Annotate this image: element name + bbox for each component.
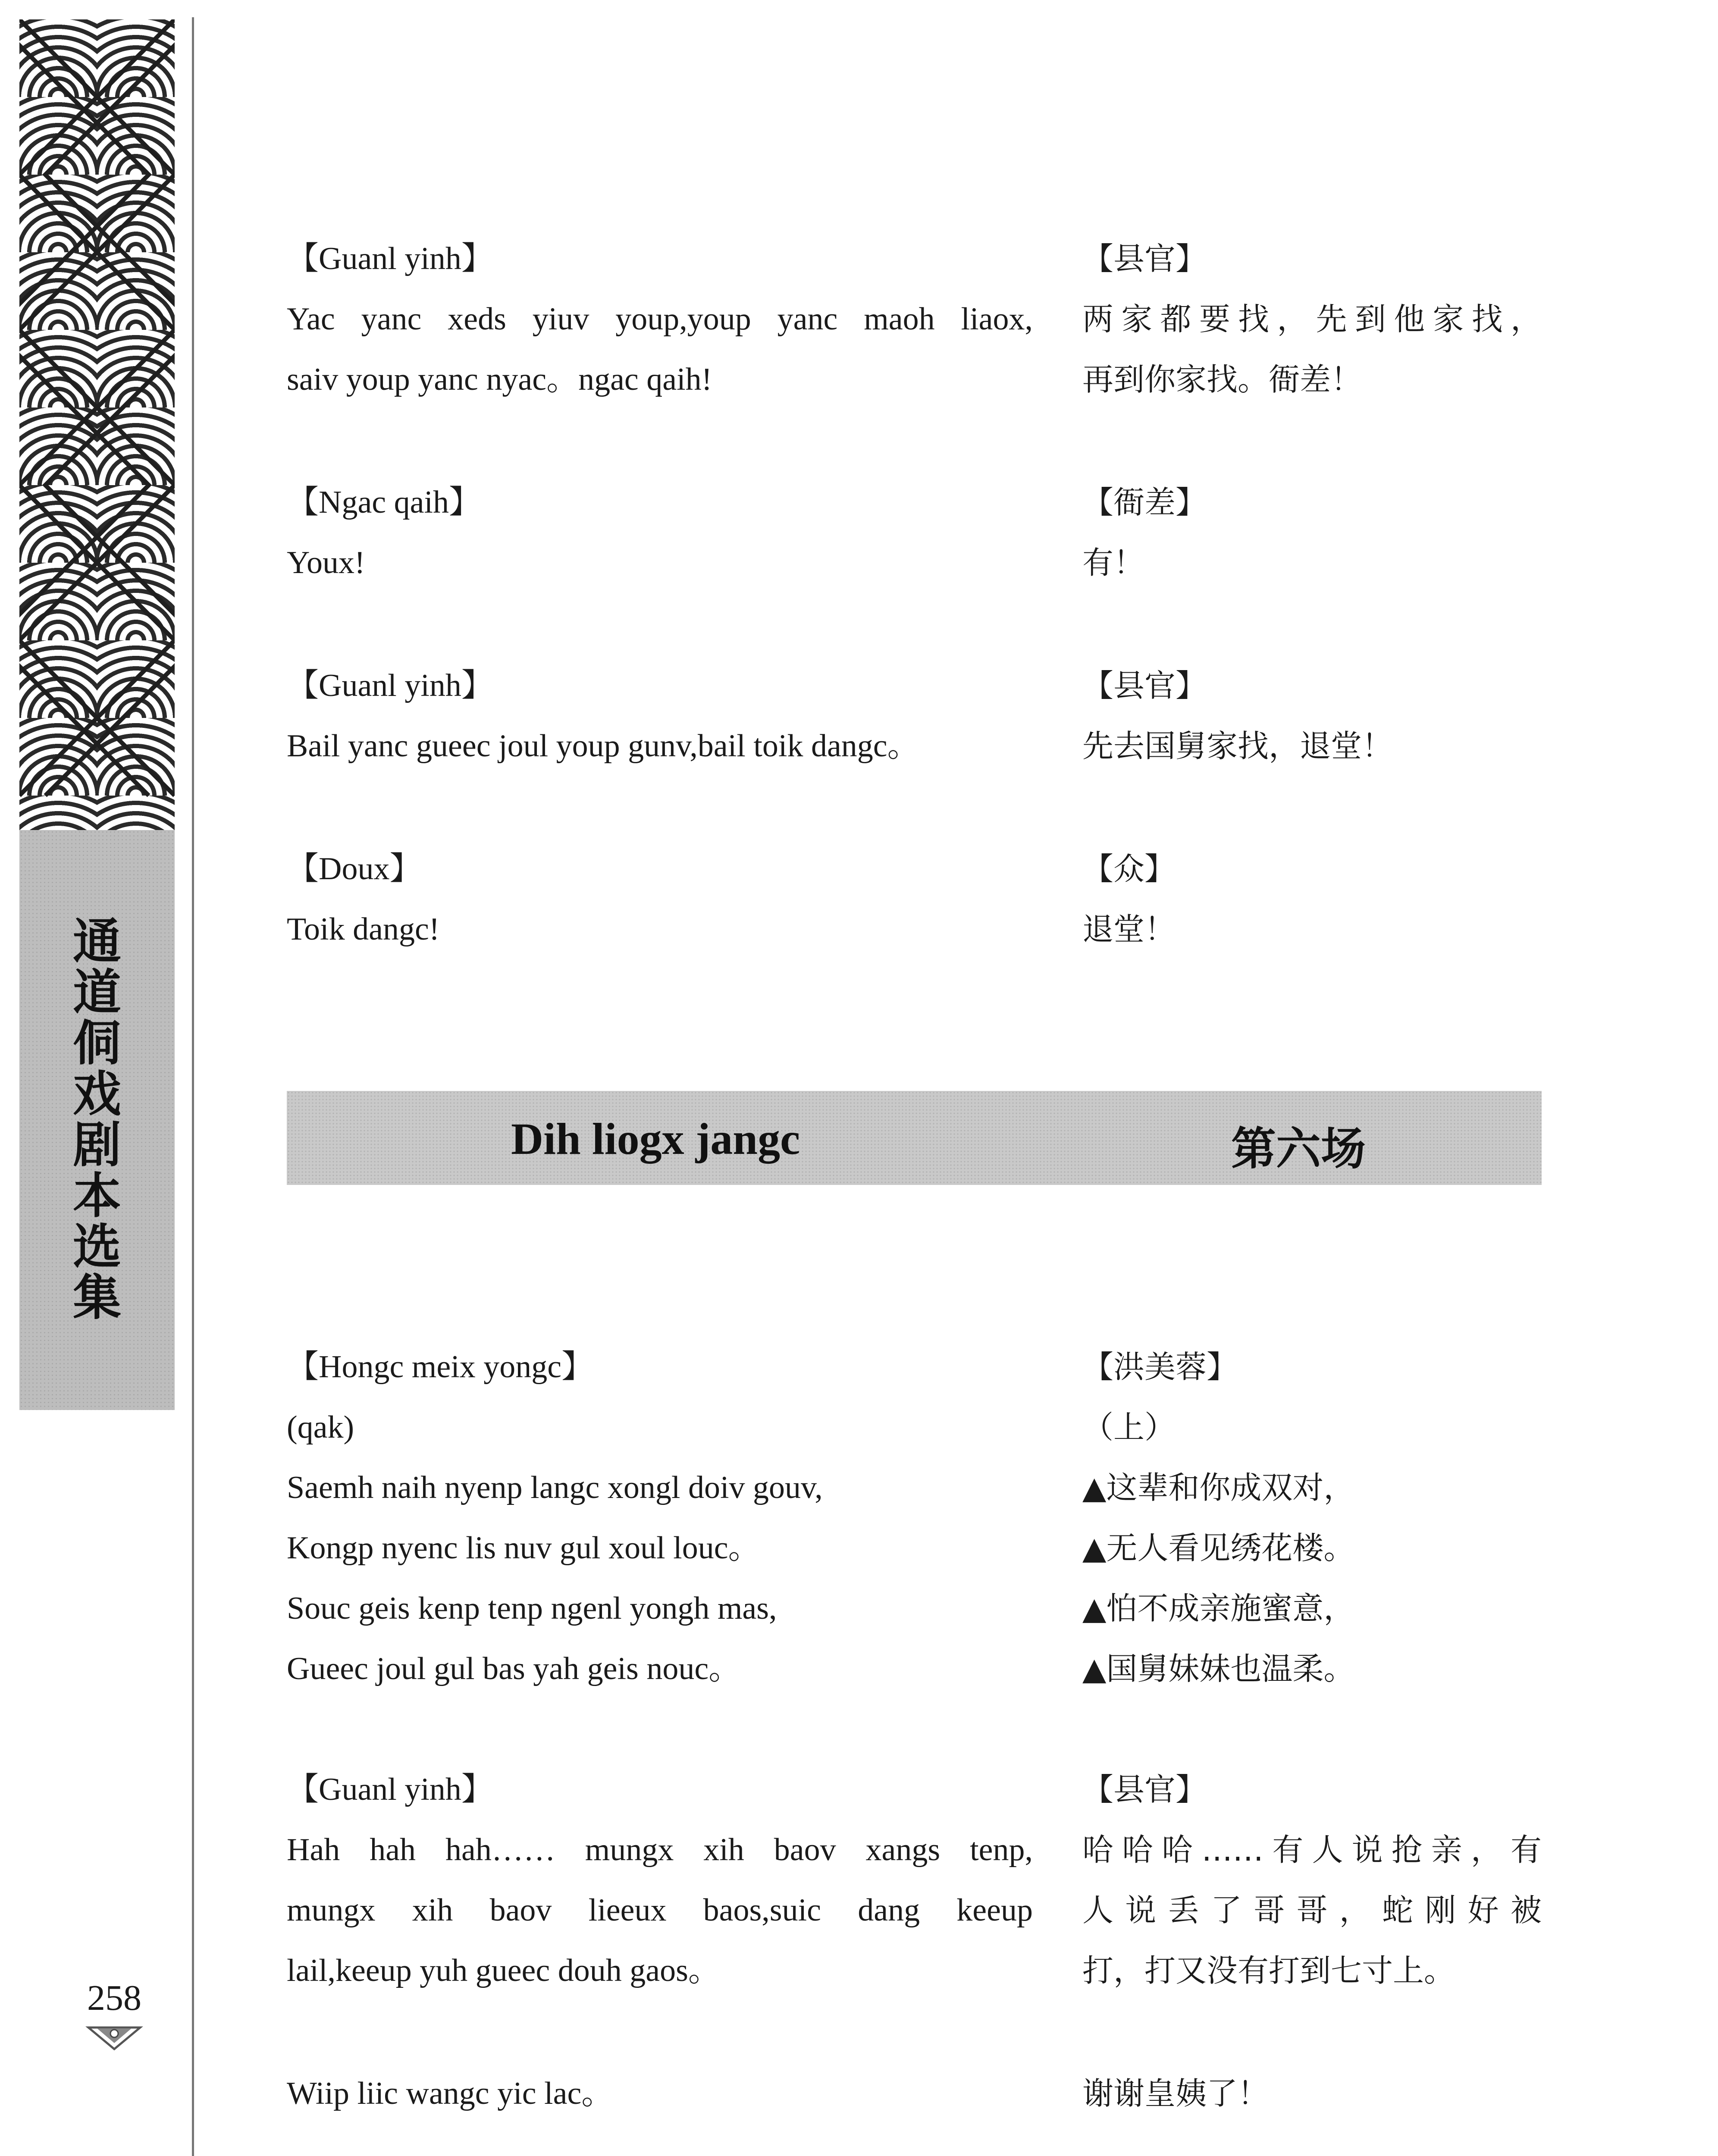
dialogue-line	[287, 349, 1542, 410]
dialogue-line	[287, 1820, 1542, 1880]
dong-text: Bail yanc gueec joul youp gunv,bail toik dangc。	[287, 728, 919, 764]
dong-text: Saemh naih nyenp langc xongl doiv gouv,	[287, 1470, 823, 1505]
dong-text: Youx!	[287, 545, 365, 580]
zh-text: 先去国舅家找，退堂！	[1082, 728, 1393, 764]
dong-text: Toik dangc!	[287, 912, 440, 947]
scene-title-dong: Dih liogx jangc	[511, 1114, 800, 1164]
dialogue-block	[287, 2063, 1542, 2124]
speaker-line	[287, 229, 1542, 289]
speaker-zh: 【衙差】	[1082, 484, 1207, 520]
verse-line	[287, 1518, 1542, 1578]
dong-text: saiv youp yanc nyac。ngac qaih!	[287, 362, 712, 397]
zh-text: 退堂！	[1082, 911, 1176, 947]
speaker-dong: 【Hongc meix yongc】	[287, 1349, 594, 1385]
dong-text: lail,keeup yuh gueec douh gaos。	[287, 1953, 720, 1988]
zh-text: ▲无人看见绣花楼。	[1082, 1530, 1355, 1566]
scene-title-zh: 第六场	[1231, 1122, 1366, 1175]
zh-text: 哈哈哈……有人说抢亲，有	[1082, 1832, 1542, 1868]
dong-text: Yac yanc xeds yiuv youp,youp yanc maoh liaox,	[287, 301, 1033, 337]
dong-text: mungx xih baov lieeux baos,suic dang keeup	[287, 1893, 1033, 1928]
speaker-zh: 【县官】	[1082, 1771, 1207, 1808]
zh-text: 两家都要找，先到他家找，	[1082, 301, 1542, 337]
dialogue-line	[287, 533, 1542, 593]
dong-text: Kongp nyenc lis nuv gul xoul louc。	[287, 1530, 760, 1566]
zh-text: 谢谢皇姨了！	[1082, 2075, 1269, 2112]
speaker-line	[287, 655, 1542, 716]
speaker-zh: 【众】	[1082, 851, 1176, 887]
dialogue-block	[287, 1759, 1542, 2001]
dialogue-block	[287, 839, 1542, 959]
speaker-zh: 【县官】	[1082, 241, 1207, 277]
speaker-zh: 【洪美蓉】	[1082, 1349, 1238, 1385]
speaker-dong: 【Doux】	[287, 851, 422, 887]
dong-text: Wiip liic wangc yic lac。	[287, 2076, 614, 2111]
dialogue-line	[287, 1940, 1542, 2001]
book-title: 通道侗戏剧本选集	[73, 914, 121, 1326]
page-ornament-icon	[84, 2022, 144, 2053]
dong-text: Gueec joul gul bas yah geis nouc。	[287, 1651, 741, 1686]
zh-text: 再到你家找。衙差！	[1082, 361, 1362, 398]
zh-text: （上）	[1082, 1409, 1176, 1445]
dialogue-block	[287, 472, 1542, 593]
speaker-dong: 【Guanl yinh】	[287, 1772, 493, 1807]
dialogue-line	[287, 899, 1542, 959]
speaker-dong: 【Guanl yinh】	[287, 668, 493, 703]
speaker-line	[287, 1337, 1542, 1397]
dialogue-block	[287, 655, 1542, 776]
zh-text: 打，打又没有打到七寸上。	[1082, 1952, 1455, 1989]
zh-text: ▲这辈和你成双对，	[1082, 1470, 1355, 1506]
zh-text: 人说丢了哥哥，蛇刚好被	[1082, 1892, 1542, 1928]
dialogue-line	[287, 716, 1542, 776]
margin-pattern	[19, 19, 175, 830]
speaker-dong: 【Guanl yinh】	[287, 241, 493, 276]
dialogue-block	[287, 1337, 1542, 1699]
zh-text: ▲国舅妹妹也温柔。	[1082, 1651, 1355, 1687]
speaker-line	[287, 1759, 1542, 1820]
dialogue-line	[287, 2063, 1542, 2124]
book-title-band	[19, 830, 175, 1410]
scene-banner	[287, 1091, 1542, 1185]
speaker-line	[287, 472, 1542, 533]
verse-line	[287, 1639, 1542, 1699]
diamond-lattice-icon	[19, 19, 175, 830]
page-number: 258	[87, 1978, 141, 2018]
speaker-zh: 【县官】	[1082, 667, 1207, 704]
zh-text: ▲怕不成亲施蜜意，	[1082, 1590, 1355, 1626]
dialogue-line	[287, 289, 1542, 349]
dong-text: Hah hah hah…… mungx xih baov xangs tenp,	[287, 1832, 1033, 1868]
stage-direction	[287, 1397, 1542, 1457]
dong-text: Souc geis kenp tenp ngenl yongh mas,	[287, 1591, 777, 1626]
speaker-line	[287, 839, 1542, 899]
zh-text: 有！	[1082, 545, 1145, 581]
verse-line	[287, 1578, 1542, 1639]
verse-line	[287, 1457, 1542, 1518]
dong-text: (qak)	[287, 1410, 354, 1445]
margin-divider	[192, 17, 194, 2156]
speaker-dong: 【Ngac qaih】	[287, 485, 481, 520]
dialogue-block	[287, 229, 1542, 410]
dialogue-line	[287, 1880, 1542, 1940]
